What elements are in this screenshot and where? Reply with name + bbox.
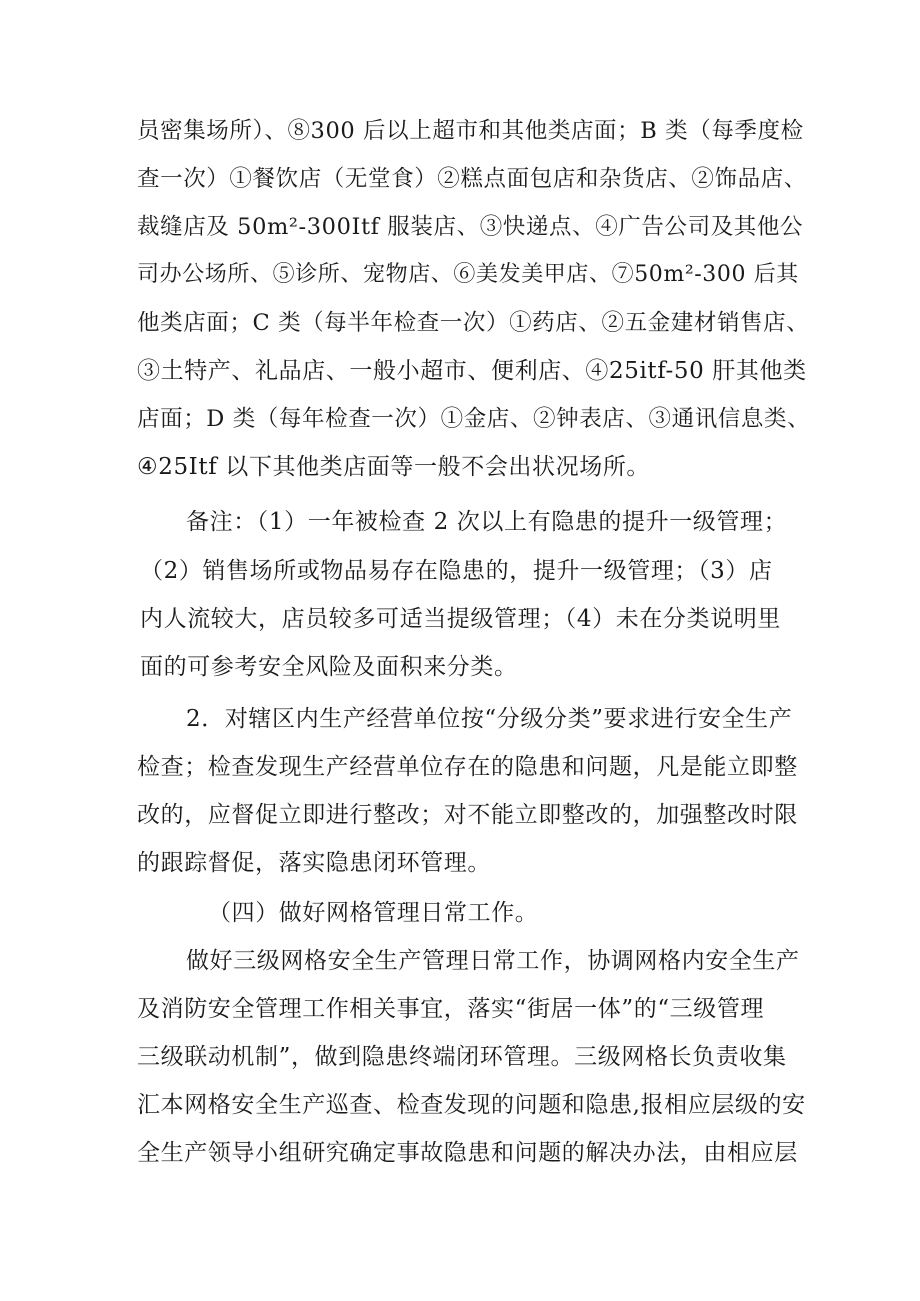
text-line: （2）销售场所或物品易存在隐患的，提升一级管理；（3）店 bbox=[140, 558, 773, 584]
text-line: ③土特产、礼品店、一般小超市、便利店、④25itf-50 肝其他类 bbox=[137, 358, 807, 384]
text-line: 查一次）①餐饮店（无堂食）②糕点面包店和杂货店、②饰品店、 bbox=[137, 166, 807, 192]
text-line: 内人流较大，店员较多可适当提级管理；（4）未在分类说明里 bbox=[140, 606, 781, 632]
text-line: 员密集场所）、⑧300 后以上超市和其他类店面；B 类（每季度检 bbox=[137, 118, 804, 144]
text-line: 的跟踪督促，落实隐患闭环管理。 bbox=[137, 850, 491, 876]
text-line: 店面；D 类（每年检查一次）①金店、②钟表店、③通讯信息类、 bbox=[137, 406, 811, 432]
text-line: 面的可参考安全风险及面积来分类。 bbox=[140, 654, 518, 680]
text-line: 全生产领导小组研究确定事故隐患和问题的解决办法，由相应层 bbox=[137, 1140, 798, 1166]
text-line: 司办公场所、⑤诊所、宠物店、⑥美发美甲店、⑦50m²-300 后其 bbox=[137, 262, 799, 287]
text-line: 及消防安全管理工作相关事宜，落实“街居一体”的“三级管理 bbox=[137, 996, 765, 1022]
note-heading-line: 备注：（1）一年被检查 2 次以上有隐患的提升一级管理； bbox=[186, 509, 788, 535]
text-line: 改的，应督促立即进行整改；对不能立即整改的，加强整改时限 bbox=[137, 802, 798, 828]
text-line: 汇本网格安全生产巡查、检查发现的问题和隐患,报相应层级的安 bbox=[137, 1092, 806, 1118]
paragraph-first-line: 做好三级网格安全生产管理日常工作，协调网格内安全生产 bbox=[186, 948, 800, 974]
text-line: 他类店面；C 类（每半年检查一次）①药店、②五金建材销售店、 bbox=[137, 310, 810, 336]
text-line: 检查；检查发现生产经营单位存在的隐患和问题，凡是能立即整 bbox=[137, 754, 798, 780]
text-line: 三级联动机制”，做到隐患终端闭环管理。三级网格长负责收集 bbox=[137, 1044, 787, 1070]
text-line: 裁缝店及 50m²-300Itf 服装店、③快递点、④广告公司及其他公 bbox=[137, 214, 804, 240]
item-2-line: 2．对辖区内生产经营单位按“分级分类”要求进行安全生产 bbox=[186, 706, 793, 732]
text-line: ④25Itf 以下其他类店面等一般不会出状况场所。 bbox=[137, 454, 651, 480]
section-heading: （四）做好网格管理日常工作。 bbox=[208, 900, 539, 926]
